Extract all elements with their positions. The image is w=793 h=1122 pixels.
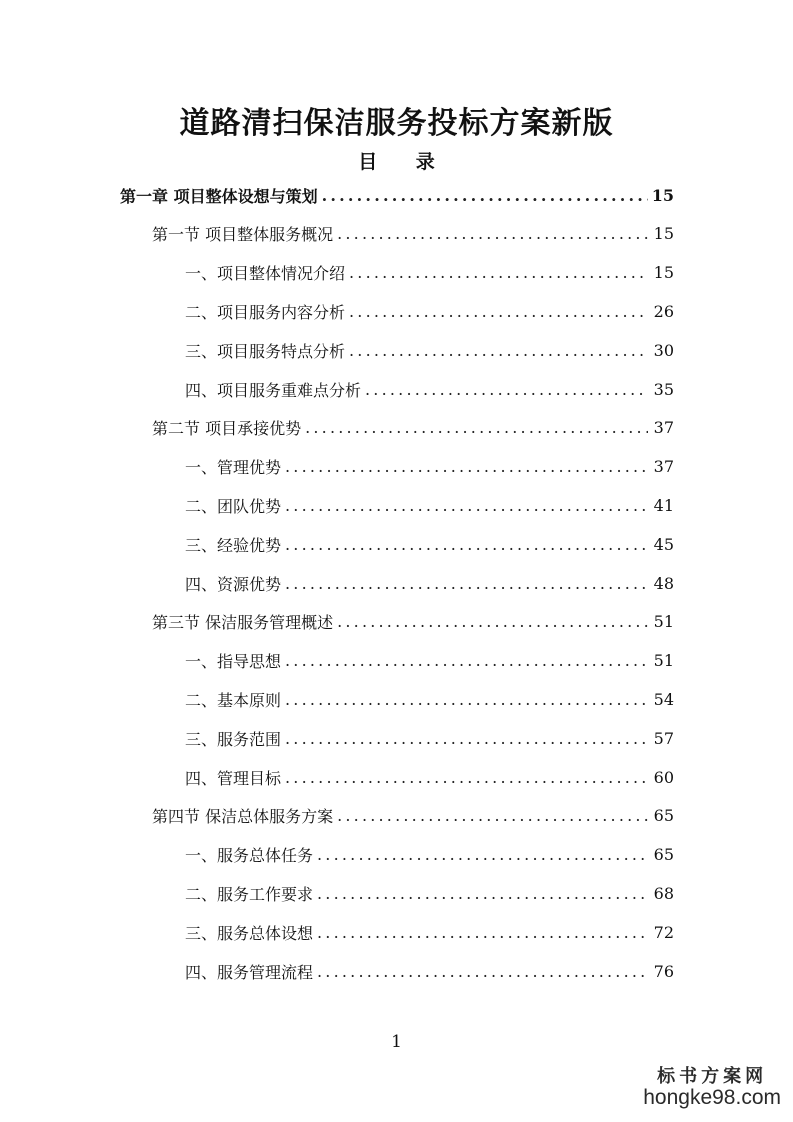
toc-entry-label: 四、项目服务重难点分析 [185,380,362,400]
toc-entry-label: 二、基本原则 [185,690,282,710]
toc-entry-page: 76 [653,961,674,981]
toc-entry[interactable] [185,680,674,718]
document-title: 道路清扫保洁服务投标方案新版 [179,106,614,141]
toc-entry-label: 三、项目服务特点分析 [185,341,346,361]
toc-entry-page: 48 [653,573,674,593]
toc-entry-page: 54 [653,689,674,709]
toc-entry-label: 三、经验优势 [185,535,282,555]
toc-entry[interactable] [152,603,674,641]
toc-leader-dots [285,535,648,554]
toc-leader-dots [337,224,648,243]
toc-entry-label: 第四节 保洁总体服务方案 [152,807,334,827]
toc-entry-label: 一、服务总体任务 [185,846,314,866]
toc-leader-dots [317,923,648,942]
toc-leader-dots [305,418,648,437]
toc-leader-dots [349,302,648,321]
toc-entry-label: 一、项目整体情况介绍 [185,264,346,284]
toc-entry-page: 51 [653,612,674,632]
toc-entry-page: 60 [653,767,674,787]
toc-entry-label: 第三节 保洁服务管理概述 [152,613,334,633]
toc-leader-dots [337,612,648,631]
toc-entry-page: 15 [651,185,674,205]
toc-entry[interactable] [185,486,674,524]
toc-entry-page: 68 [653,883,674,903]
watermark-name: 标书方案网 [657,1066,768,1087]
toc-entry-page: 37 [653,418,674,438]
toc-leader-dots [317,845,648,864]
toc-entry[interactable] [152,409,674,447]
toc-leader-dots [349,263,648,282]
toc-entry[interactable] [185,952,674,990]
toc-entry[interactable] [185,564,674,602]
toc-entry-label: 二、服务工作要求 [185,884,314,904]
toc-leader-dots [317,962,648,981]
toc-leader-dots [322,186,648,205]
toc-entry-label: 二、项目服务内容分析 [185,302,346,322]
toc-entry-label: 四、管理目标 [185,768,282,788]
toc-entry[interactable] [185,758,674,796]
toc-leader-dots [365,380,648,399]
toc-entry-page: 15 [653,224,674,244]
toc-leader-dots [285,574,648,593]
toc-leader-dots [285,729,648,748]
toc-entry[interactable] [185,874,674,912]
toc-entry[interactable] [185,525,674,563]
toc-entry-page: 51 [653,651,674,671]
toc-entry-label: 三、服务范围 [185,729,282,749]
toc-entry-page: 57 [653,728,674,748]
toc-leader-dots [285,457,648,476]
toc-entry[interactable] [185,913,674,951]
toc-entry-label: 一、指导思想 [185,652,282,672]
toc-entry-label: 第一章 项目整体设想与策划 [120,186,318,206]
toc-entry[interactable] [185,642,674,680]
toc-entry-page: 35 [653,379,674,399]
toc-entry-page: 37 [653,457,674,477]
toc-entry[interactable] [185,836,674,874]
watermark [643,1062,781,1110]
toc-leader-dots [285,651,648,670]
toc-entry[interactable] [185,331,674,369]
toc-entry[interactable] [185,254,674,292]
toc-entry-label: 四、资源优势 [185,574,282,594]
toc-entry[interactable] [185,448,674,486]
toc-leader-dots [285,690,648,709]
toc-entry-label: 第一节 项目整体服务概况 [152,225,334,245]
toc-leader-dots [317,884,648,903]
toc-leader-dots [337,806,648,825]
toc-entry-label: 四、服务管理流程 [185,962,314,982]
toc-heading: 目 录 [358,151,451,173]
toc-entry[interactable] [152,797,674,835]
toc-leader-dots [285,768,648,787]
toc-leader-dots [349,341,648,360]
toc-entry-page: 45 [653,534,674,554]
toc-leader-dots [285,496,648,515]
toc-entry-label: 二、团队优势 [185,496,282,516]
toc-entry[interactable] [185,719,674,757]
toc-entry-page: 26 [653,301,674,321]
toc-entry-page: 65 [653,806,674,826]
watermark-url: hongke98.com [643,1086,781,1109]
toc-entry-page: 15 [653,263,674,283]
toc-entry-page: 65 [653,845,674,865]
page-number: 1 [391,1032,402,1052]
toc-entry-page: 72 [653,922,674,942]
toc-entry[interactable] [152,215,674,253]
toc-entry[interactable] [185,370,674,408]
toc-entry-page: 41 [653,495,674,515]
toc-entry[interactable] [120,176,674,214]
toc-entry-label: 三、服务总体设想 [185,923,314,943]
toc-entry-label: 第二节 项目承接优势 [152,419,302,439]
toc-entry-page: 30 [653,340,674,360]
toc-entry[interactable] [185,292,674,330]
toc-entry-label: 一、管理优势 [185,458,282,478]
